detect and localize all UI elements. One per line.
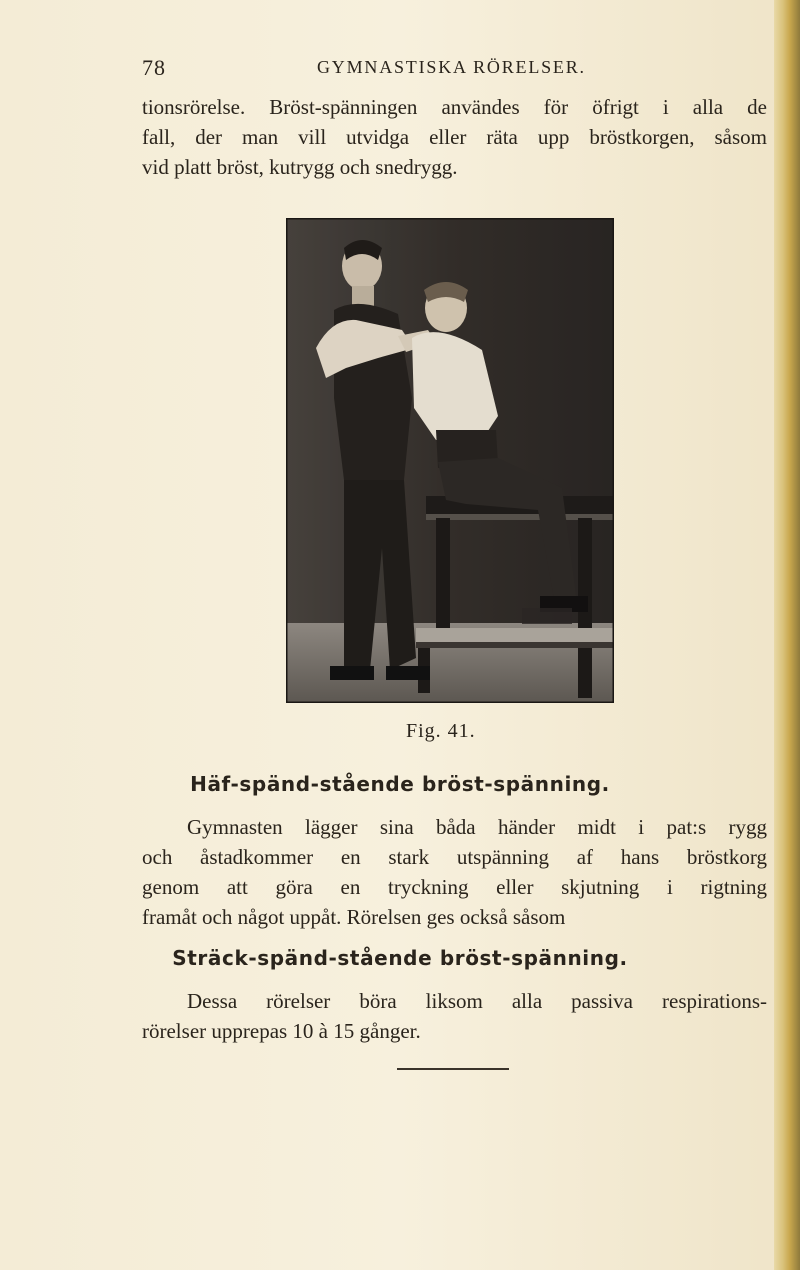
figure-caption: Fig. 41. [406, 720, 476, 742]
page-edge [774, 0, 800, 1270]
figure-photograph [286, 218, 614, 703]
page-number: 78 [142, 55, 166, 80]
text-line: vid platt bröst, kutrygg och snedrygg. [142, 155, 458, 179]
paragraph-intro [142, 92, 767, 182]
paragraph-description [142, 812, 767, 932]
text-line: Gymnasten lägger sina båda händer midt i pat:s rygg [187, 815, 767, 839]
section-heading: Sträck-spänd-stående bröst-spänning. [172, 946, 628, 970]
page-header [142, 55, 762, 85]
text-line: framåt och något uppåt. Rörelsen ges också såsom [142, 905, 566, 929]
text-line: och åstadkommer en stark utspänning af hans bröstkorg [142, 845, 767, 869]
running-head: GYMNASTISKA RÖRELSER. [317, 57, 586, 77]
photo-illustration [286, 218, 614, 703]
paragraph-repetition [142, 986, 767, 1046]
section-heading: Häf-spänd-stående bröst-spänning. [190, 772, 610, 796]
text-line: fall, der man vill utvidga eller räta upp bröstkorgen, såsom [142, 125, 767, 149]
text-line: rörelser upprepas 10 à 15 gånger. [142, 1019, 421, 1043]
section-rule [397, 1068, 509, 1070]
text-line: Dessa rörelser böra liksom alla passiva respirations- [187, 989, 767, 1013]
text-line: genom att göra en tryckning eller skjutning i rigtning [142, 875, 767, 899]
text-line: tionsrörelse. Bröst-spänningen användes för öfrigt i alla de [142, 95, 767, 119]
